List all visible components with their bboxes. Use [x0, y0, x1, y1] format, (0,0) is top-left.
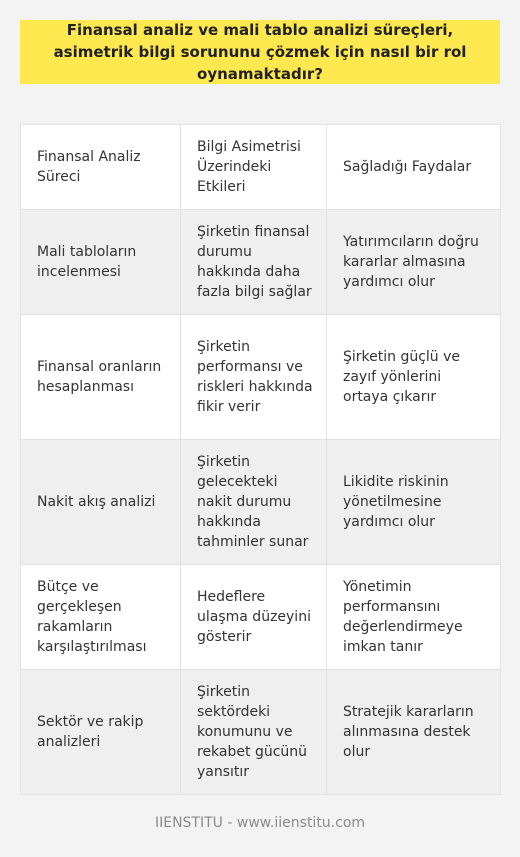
table-cell: Yatırımcıların doğru kararlar almasına yardımcı olur — [327, 210, 501, 315]
table-cell: Bütçe ve gerçekleşen rakamların karşılaştırılması — [21, 565, 181, 670]
table-row — [21, 565, 501, 670]
table-cell: Şirketin performansı ve riskleri hakkında fikir verir — [181, 315, 327, 440]
page-title: Finansal analiz ve mali tablo analizi süreçleri, asimetrik bilgi sorununu çözmek için nasıl bir rol oynamaktadır? — [53, 21, 467, 83]
table-cell: Likidite riskinin yönetilmesine yardımcı olur — [327, 440, 501, 565]
title-banner — [20, 20, 500, 84]
table-cell: Şirketin finansal durumu hakkında daha fazla bilgi sağlar — [181, 210, 327, 315]
column-header: Finansal Analiz Süreci — [21, 125, 181, 210]
footer-credit: IIENSTITU - www.iienstitu.com — [154, 815, 366, 831]
table-row — [21, 670, 501, 795]
table-cell: Nakit akış analizi — [21, 440, 181, 565]
comparison-table — [20, 124, 501, 795]
table-cell: Mali tabloların incelenmesi — [21, 210, 181, 315]
table-row — [21, 210, 501, 315]
column-header: Sağladığı Faydalar — [327, 125, 501, 210]
table-cell: Stratejik kararların alınmasına destek olur — [327, 670, 501, 795]
table-header-row — [21, 125, 501, 210]
table-cell: Şirketin sektördeki konumunu ve rekabet gücünü yansıtır — [181, 670, 327, 795]
table-cell: Hedeflere ulaşma düzeyini gösterir — [181, 565, 327, 670]
table-cell: Yönetimin performansını değerlendirmeye imkan tanır — [327, 565, 501, 670]
table-row — [21, 315, 501, 440]
column-header: Bilgi Asimetrisi Üzerindeki Etkileri — [181, 125, 327, 210]
table-cell: Sektör ve rakip analizleri — [21, 670, 181, 795]
table-cell: Finansal oranların hesaplanması — [21, 315, 181, 440]
table-row — [21, 440, 501, 565]
table-cell: Şirketin güçlü ve zayıf yönlerini ortaya çıkarır — [327, 315, 501, 440]
table-cell: Şirketin gelecekteki nakit durumu hakkında tahminler sunar — [181, 440, 327, 565]
